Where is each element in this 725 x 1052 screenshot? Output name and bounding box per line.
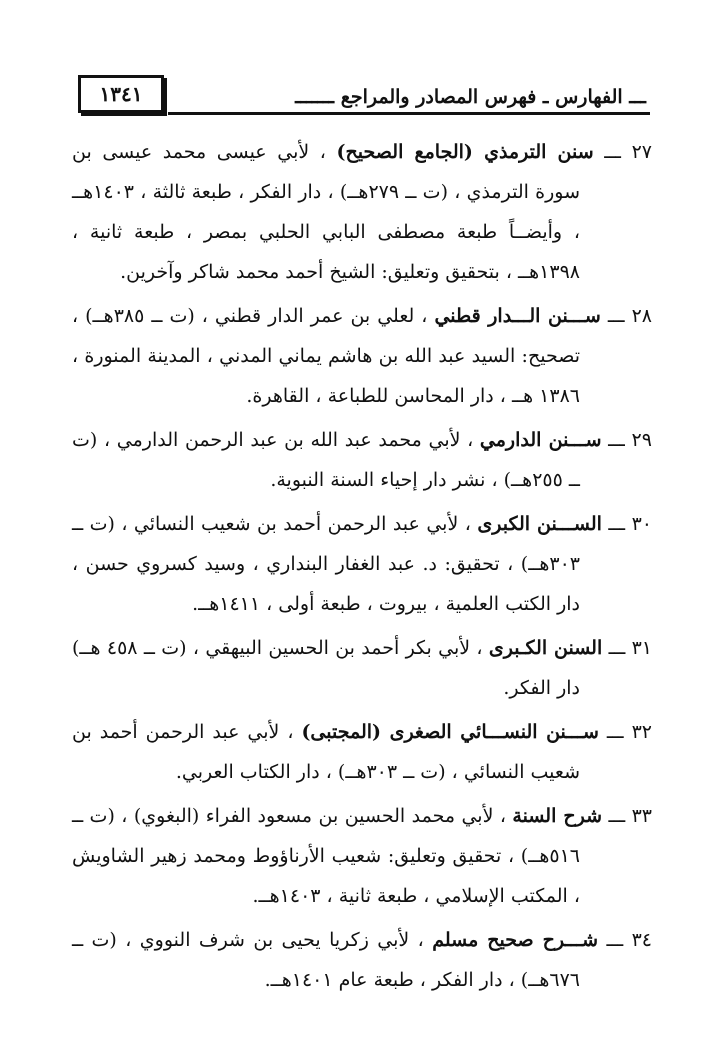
entry-title: ســـنن الـــدار قطني — [434, 305, 601, 327]
entry-title: شرح السنة — [512, 805, 603, 827]
bibliography-entry-33 — [72, 796, 652, 916]
bibliography-entry-30 — [72, 504, 652, 624]
entry-title: السنن الكـبرى — [488, 637, 603, 659]
entry-text: ، لأبي عبد الرحمن أحمد بن شعيب النسائي ، (ت ــ ٣٠٣هــ) ، تحقيق: د. عبد الغفار البنداري ، وسيد كسروي حسن ، دار الكتب العلمية ، بيروت ، طبعة أولى ، ١٤١١هــ. — [72, 513, 580, 615]
entry-text: ، لأبي محمد عبد الله بن عبد الرحمن الدارمي ، (ت ــ ٢٥٥هــ) ، نشر دار إحياء السنة النبوية. — [72, 429, 580, 491]
page-number-box — [78, 75, 164, 113]
entry-number: ٣٣ ـــ — [608, 805, 652, 827]
entry-text: ، لعلي بن عمر الدار قطني ، (ت ــ ٣٨٥هــ) ، تصحيح: السيد عبد الله بن هاشم يماني المدني ، المدينة المنورة ، ١٣٨٦ هــ ، دار المحاسن للطباعة ، القاهرة. — [72, 305, 580, 407]
entry-text: ، لأبي زكريا يحيى بن شرف النووي ، (ت ــ ٦٧٦هــ) ، دار الفكر ، طبعة عام ١٤٠١هــ. — [72, 929, 580, 991]
bibliography-entry-31 — [72, 628, 652, 708]
entry-text: ، لأبي عيسى محمد عيسى بن سورة الترمذي ، (ت ــ ٢٧٩هــ) ، دار الفكر ، طبعة ثالثة ، ١٤٠٣هــ ، وأيضــاً طبعة مصطفى البابي الحلبي بمصر ، طبعة ثانية ، ١٣٩٨هــ ، بتحقيق وتعليق: الشيخ أحمد محمد شاكر وآخرين. — [72, 141, 581, 283]
entry-number: ٢٨ ـــ — [607, 305, 652, 327]
entry-title: شـــرح صحيح مسلم — [432, 929, 599, 951]
entry-title: ســـنن النســـائي الصغرى (المجتبى) — [301, 721, 599, 743]
entry-text: ، لأبي محمد الحسين بن مسعود الفراء (البغوي) ، (ت ــ ٥١٦هــ) ، تحقيق وتعليق: شعيب الأرناؤوط ومحمد زهير الشاويش ، المكتب الإسلامي ، طبعة ثانية ، ١٤٠٣هــ. — [72, 805, 580, 907]
running-header-title: ـــ الفهارس ـ فهرس المصادر والمراجع ـــــــ — [295, 86, 646, 108]
entry-title: الســـنن الكبرى — [477, 513, 602, 535]
bibliography-entry-27 — [72, 132, 652, 292]
entry-text: ، لأبي بكر أحمد بن الحسين البيهقي ، (ت ــ ٤٥٨ هــ) دار الفكر. — [72, 637, 580, 699]
bibliography-entry-34 — [72, 920, 652, 1000]
bibliography-list — [72, 132, 652, 1004]
entry-number: ٣١ ـــ — [608, 637, 653, 659]
bibliography-entry-29 — [72, 420, 652, 500]
bibliography-entry-32 — [72, 712, 652, 792]
entry-text: ، لأبي عبد الرحمن أحمد بن شعيب النسائي ، (ت ــ ٣٠٣هــ) ، دار الكتاب العربي. — [72, 721, 580, 783]
page-header — [72, 68, 650, 118]
entry-number: ٣٠ ـــ — [608, 513, 652, 535]
page-number: ١٣٤١ — [99, 82, 143, 106]
entry-number: ٢٩ ـــ — [608, 429, 652, 451]
entry-title: سنن الترمذي (الجامع الصحيح) — [336, 141, 594, 163]
entry-number: ٣٤ ـــ — [606, 929, 652, 951]
entry-title: ســـنن الدارمي — [479, 429, 602, 451]
header-rule — [168, 112, 650, 115]
entry-number: ٣٢ ـــ — [606, 721, 652, 743]
bibliography-entry-28 — [72, 296, 652, 416]
entry-number: ٢٧ ـــ — [604, 141, 653, 163]
